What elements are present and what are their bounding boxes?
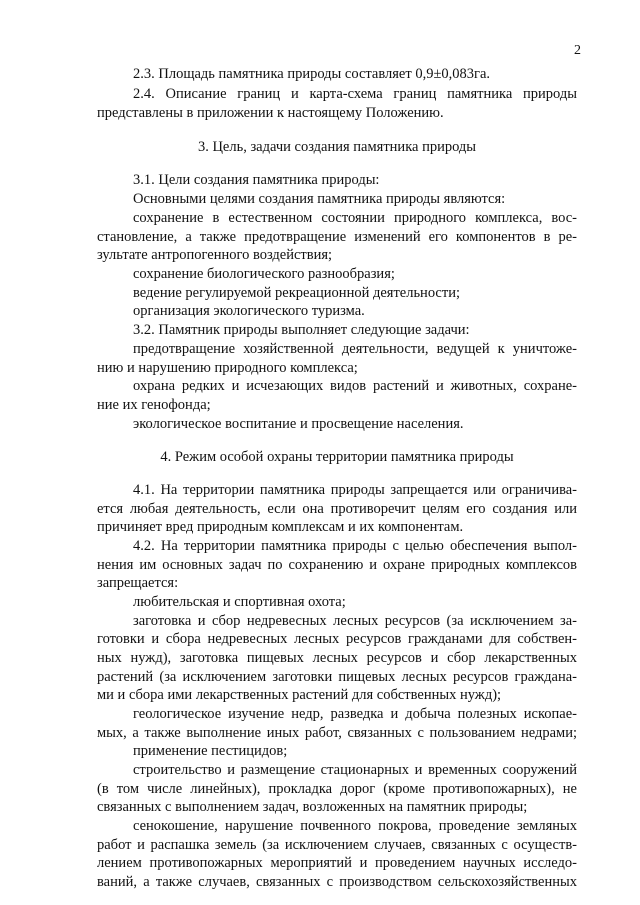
text-line: ется любая деятельность, если она противоречит целям его создания или [97,501,577,517]
text-line: геологическое изучение недр, разведка и добыча полезных ископае- [133,706,577,722]
text-line: Основными целями создания памятника природы являются: [133,191,506,207]
text-line: 3.1. Цели создания памятника природы: [133,172,380,188]
text-line: сенокошение, нарушение почвенного покрова, проведение земляных [133,818,577,834]
text-line: становление, а также предотвращение изменений его компонентов в ре- [97,229,577,245]
text-line: организация экологического туризма. [133,303,365,319]
text-line: ваний, а также случаев, связанных с производством сельскохозяйственных [97,874,577,890]
text-line: мых, а также выполнение иных работ, связанных с пользованием недрами; [97,725,577,741]
text-line: нения им основных задач по сохранению и охране природных комплексов [97,557,577,573]
text-line: 3.2. Памятник природы выполняет следующие задачи: [133,322,470,338]
text-line: сохранение биологического разнообразия; [133,266,395,282]
text-line: ние их генофонда; [97,397,211,413]
text-line: готовки и сбора недревесных лесных ресурсов гражданами для собствен- [97,631,577,647]
section-heading: 4. Режим особой охраны территории памятника природы [160,449,514,465]
text-line: экологическое воспитание и просвещение населения. [133,416,464,432]
text-line: зультате антропогенного воздействия; [97,247,333,263]
text-line: 2.4. Описание границ и карта-схема границ памятника природы [133,86,577,102]
text-line: ведение регулируемой рекреационной деятельности; [133,285,460,301]
text-line: применение пестицидов; [133,743,288,759]
section-heading: 3. Цель, задачи создания памятника природы [197,139,477,155]
text-line: нию и нарушению природного комплекса; [97,360,358,376]
text-line: представлены в приложении к настоящему Положению. [97,105,444,121]
text-line: охрана редких и исчезающих видов растений и животных, сохране- [133,378,577,394]
text-line: работ и распашка земель (за исключением случаев, связанных с осуществ- [97,837,577,853]
text-line: предотвращение хозяйственной деятельности, ведущей к уничтоже- [133,341,577,357]
text-line: строительство и размещение стационарных и временных сооружений [133,762,577,778]
text-line: лением противопожарных мероприятий и проведением научных исследо- [97,855,577,871]
text-line: запрещается: [97,575,179,591]
page-number: 2 [574,43,581,58]
text-line: 2.3. Площадь памятника природы составляет 0,9±0,083га. [133,66,491,82]
text-line: сохранение в естественном состоянии природного комплекса, вос- [133,210,577,226]
text-line: 4.1. На территории памятника природы запрещается или ограничива- [133,482,577,498]
text-line: любительская и спортивная охота; [133,594,346,610]
text-line: ных нужд), заготовка пищевых лесных ресурсов и сбор лекарственных [97,650,577,666]
text-line: заготовка и сбор недревесных лесных ресурсов (за исключением за- [133,613,577,629]
text-line: 4.2. На территории памятника природы с целью обеспечения выпол- [133,538,577,554]
text-line: ми и сбора ими лекарственных растений для собственных нужд); [97,687,502,703]
text-line: связанных с выполнением задач, возложенных на памятник природы; [97,799,528,815]
text-line: (в том числе линейных), прокладка дорог (кроме противопожарных), не [97,781,577,797]
text-line: растений (за исключением заготовки пищевых лесных ресурсов граждана- [97,669,577,685]
text-line: причиняет вред природным комплексам и их компонентам. [97,519,464,535]
